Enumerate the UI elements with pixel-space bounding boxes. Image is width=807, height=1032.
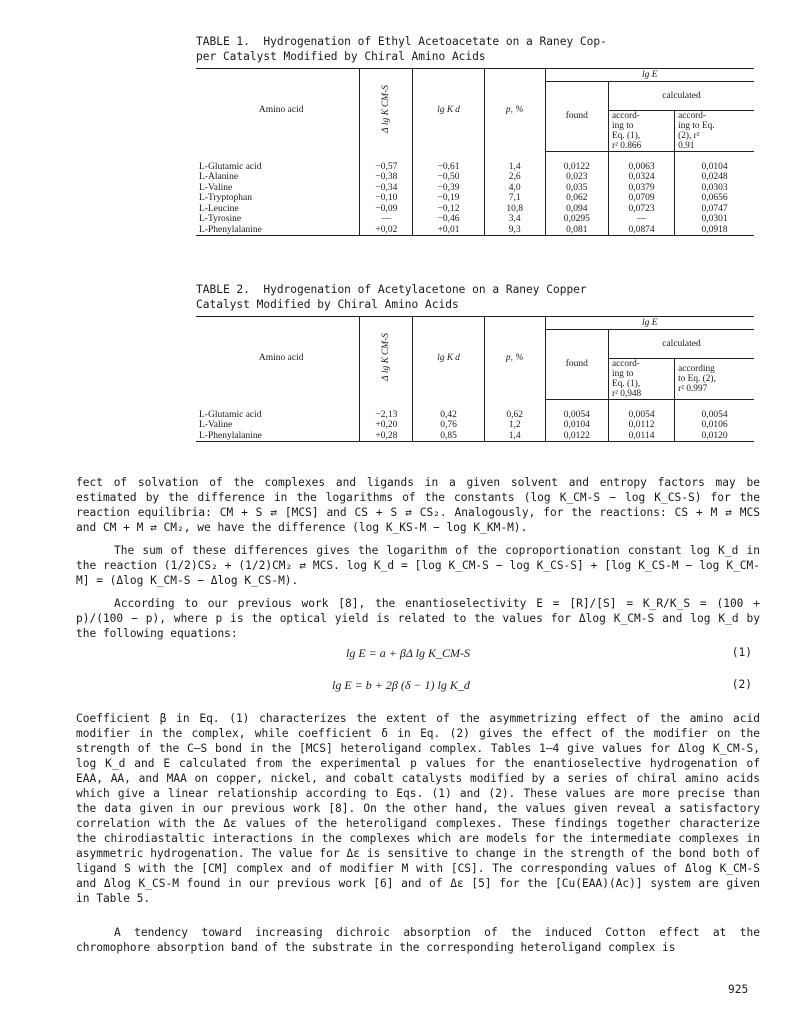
table1-col-found: 0,0122 0,023 0,035 0,062 0,094 0,0295 0,081 [545, 162, 608, 236]
equation-2-number: (2) [731, 678, 752, 691]
header-calc-eq1: accord- ing to Eq. (1), r² 0,948 [609, 358, 675, 399]
body-paragraph-3 [76, 596, 760, 641]
header-lg-kd: lg K d [413, 317, 484, 400]
header-lg-e: lg E [545, 69, 754, 82]
table2-caption: TABLE 2. Hydrogenation of Acetylacetone on a Raney Copper Catalyst Modified by Chiral Amino Acids [196, 283, 587, 311]
table1-col-p: 1,4 2,6 4,0 7,1 10,8 3,4 9,3 [484, 162, 545, 236]
header-amino-acid: Amino acid [196, 317, 360, 400]
page-number: 925 [728, 983, 749, 996]
table1 [196, 68, 754, 236]
table2-col-lg-kd: 0,42 0,76 0,85 [413, 410, 484, 442]
table-row [196, 410, 754, 442]
table1-col-dlog-kcms: −0,57 −0,38 −0,34 −0,10 −0,09 — +0,02 [360, 162, 413, 236]
header-p: p, % [484, 69, 545, 152]
table1-col-calc-eq2: 0,0104 0,0248 0,0303 0,0656 0,0747 0,0301 0,0918 [675, 162, 754, 236]
table2-col-calc-eq2: 0,0054 0,0106 0,0120 [675, 410, 754, 442]
equation-1-number: (1) [731, 646, 752, 659]
equation-1-body: lg E = a + βΔ lg K_CM-S [346, 646, 470, 660]
table2-col-found: 0,0054 0,0104 0,0122 [545, 410, 608, 442]
table2-col-p: 0,62 1,2 1,4 [484, 410, 545, 442]
header-dlog-kcms [360, 317, 413, 400]
paragraph-text: According to our previous work [8], the enantioselectivity E = [R]/[S] = K_R/K_S = (100 + p)/(100 − p), where p is the optical yield is related to the values for Δlog K_CM-S and log K_d by the following equations: [76, 597, 760, 640]
header-calc-eq1: accord- ing to Eq. (1), r² 0.866 [609, 110, 675, 151]
body-paragraph-5 [76, 925, 760, 955]
table2-col-calc-eq1: 0,0054 0,0112 0,0114 [609, 410, 675, 442]
table1-col-lg-kd: −0,61 −0,50 −0,39 −0,19 −0,12 −0,46 +0,01 [413, 162, 484, 236]
header-lg-e: lg E [545, 317, 754, 330]
header-calc-eq2: accord- ing to Eq. (2), r² 0.91 [675, 110, 754, 151]
paragraph-text: fect of solvation of the complexes and ligands in a given solvent and entropy factors may be estimated by the difference in the logarithms of the constants (log K_CM-S − log K_CS-S) for the reaction equilibria: CM + S ⇄ [MCS] and CS + S ⇄ CS₂. Analogously, for the reactions: CS + M ⇄ MCS and CM + M ⇄ CM₂, we have the difference (log K_KS-M − log K_KM-M). [76, 476, 760, 534]
header-dlog-kcms-text: Δ lg K CM-S [381, 84, 392, 133]
header-found: found [545, 330, 608, 400]
table2-col-amino-acid: L-Glutamic acid L-Valine L-Phenylalanine [196, 410, 360, 442]
body-paragraph-1 [76, 475, 760, 535]
header-calculated: calculated [609, 82, 754, 111]
table2 [196, 316, 754, 442]
header-p: p, % [484, 317, 545, 400]
table2-col-dlog-kcms: −2,13 +0,20 +0,28 [360, 410, 413, 442]
header-amino-acid: Amino acid [196, 69, 360, 152]
header-calculated: calculated [609, 330, 754, 359]
header-lg-kd: lg K d [413, 69, 484, 152]
paragraph-text: The sum of these differences gives the logarithm of the coproportionation constant log K_d in the reaction (1/2)CS₂ + (1/2)CM₂ ⇄ MCS. log K_d = [log K_CM-S − log K_CS-S] + [log K_CS-M − log K_CM-M] = (Δlog K_CM-S − Δlog K_CS-M). [76, 544, 760, 587]
table1-col-amino-acid: L-Glutamic acid L-Alanine L-Valine L-Tryptophan L-Leucine L-Tyrosine L-Phenylalanine [196, 162, 360, 236]
header-dlog-kcms [360, 69, 413, 152]
header-dlog-kcms-text: Δ lg K CM-S [381, 332, 392, 381]
paragraph-text: A tendency toward increasing dichroic absorption of the induced Cotton effect at the chromophore absorption band of the substrate in the corresponding heteroligand complex is [76, 926, 760, 954]
equation-2-body: lg E = b + 2β (δ − 1) lg K_d [332, 678, 470, 692]
header-found: found [545, 82, 608, 152]
header-calc-eq2: according to Eq. (2), r² 0.997 [675, 358, 754, 399]
table1-col-calc-eq1: 0,0063 0,0324 0,0379 0,0709 0,0723 — 0,0874 [609, 162, 675, 236]
body-paragraph-4 [76, 711, 760, 906]
table-row [196, 162, 754, 236]
paragraph-text: Coefficient β in Eq. (1) characterizes the extent of the asymmetrizing effect of the amino acid modifier in the complex, while coefficient δ in Eq. (2) gives the effect of the modifier on the strength of the C–S bond in the [MCS] heteroligand complex. Tables 1–4 give values for Δlog K_CM-S, log K_d and E calculated from the experimental p values for the enantioselective hydrogenation of EAA, AA, and MAA on copper, nickel, and cobalt catalysts modified by a series of chiral amino acids which give a linear relationship according to Eqs. (1) and (2). These values are more precise than the data given in our previous work [8]. On the other hand, the values given reveal a satisfactory correlation with the Δε values of the heteroligand complexes. These findings together characterize the chirodiastaltic interactions in the complexes which are models for the intermediate complexes in asymmetric hydrogenation. The value for Δε is sensitive to change in the strength of the bond both of ligand S with the [CM] complex and of modifier M with [CS]. The corresponding values of Δlog K_CM-S and Δlog K_CS-M found in our previous work [6] and of Δε [5] for the [Cu(EAA)(Ac)] system are given in Table 5. [76, 712, 760, 905]
table1-caption: TABLE 1. Hydrogenation of Ethyl Acetoacetate on a Raney Cop- per Catalyst Modified by Chiral Amino Acids [196, 35, 607, 63]
body-paragraph-2 [76, 543, 760, 588]
